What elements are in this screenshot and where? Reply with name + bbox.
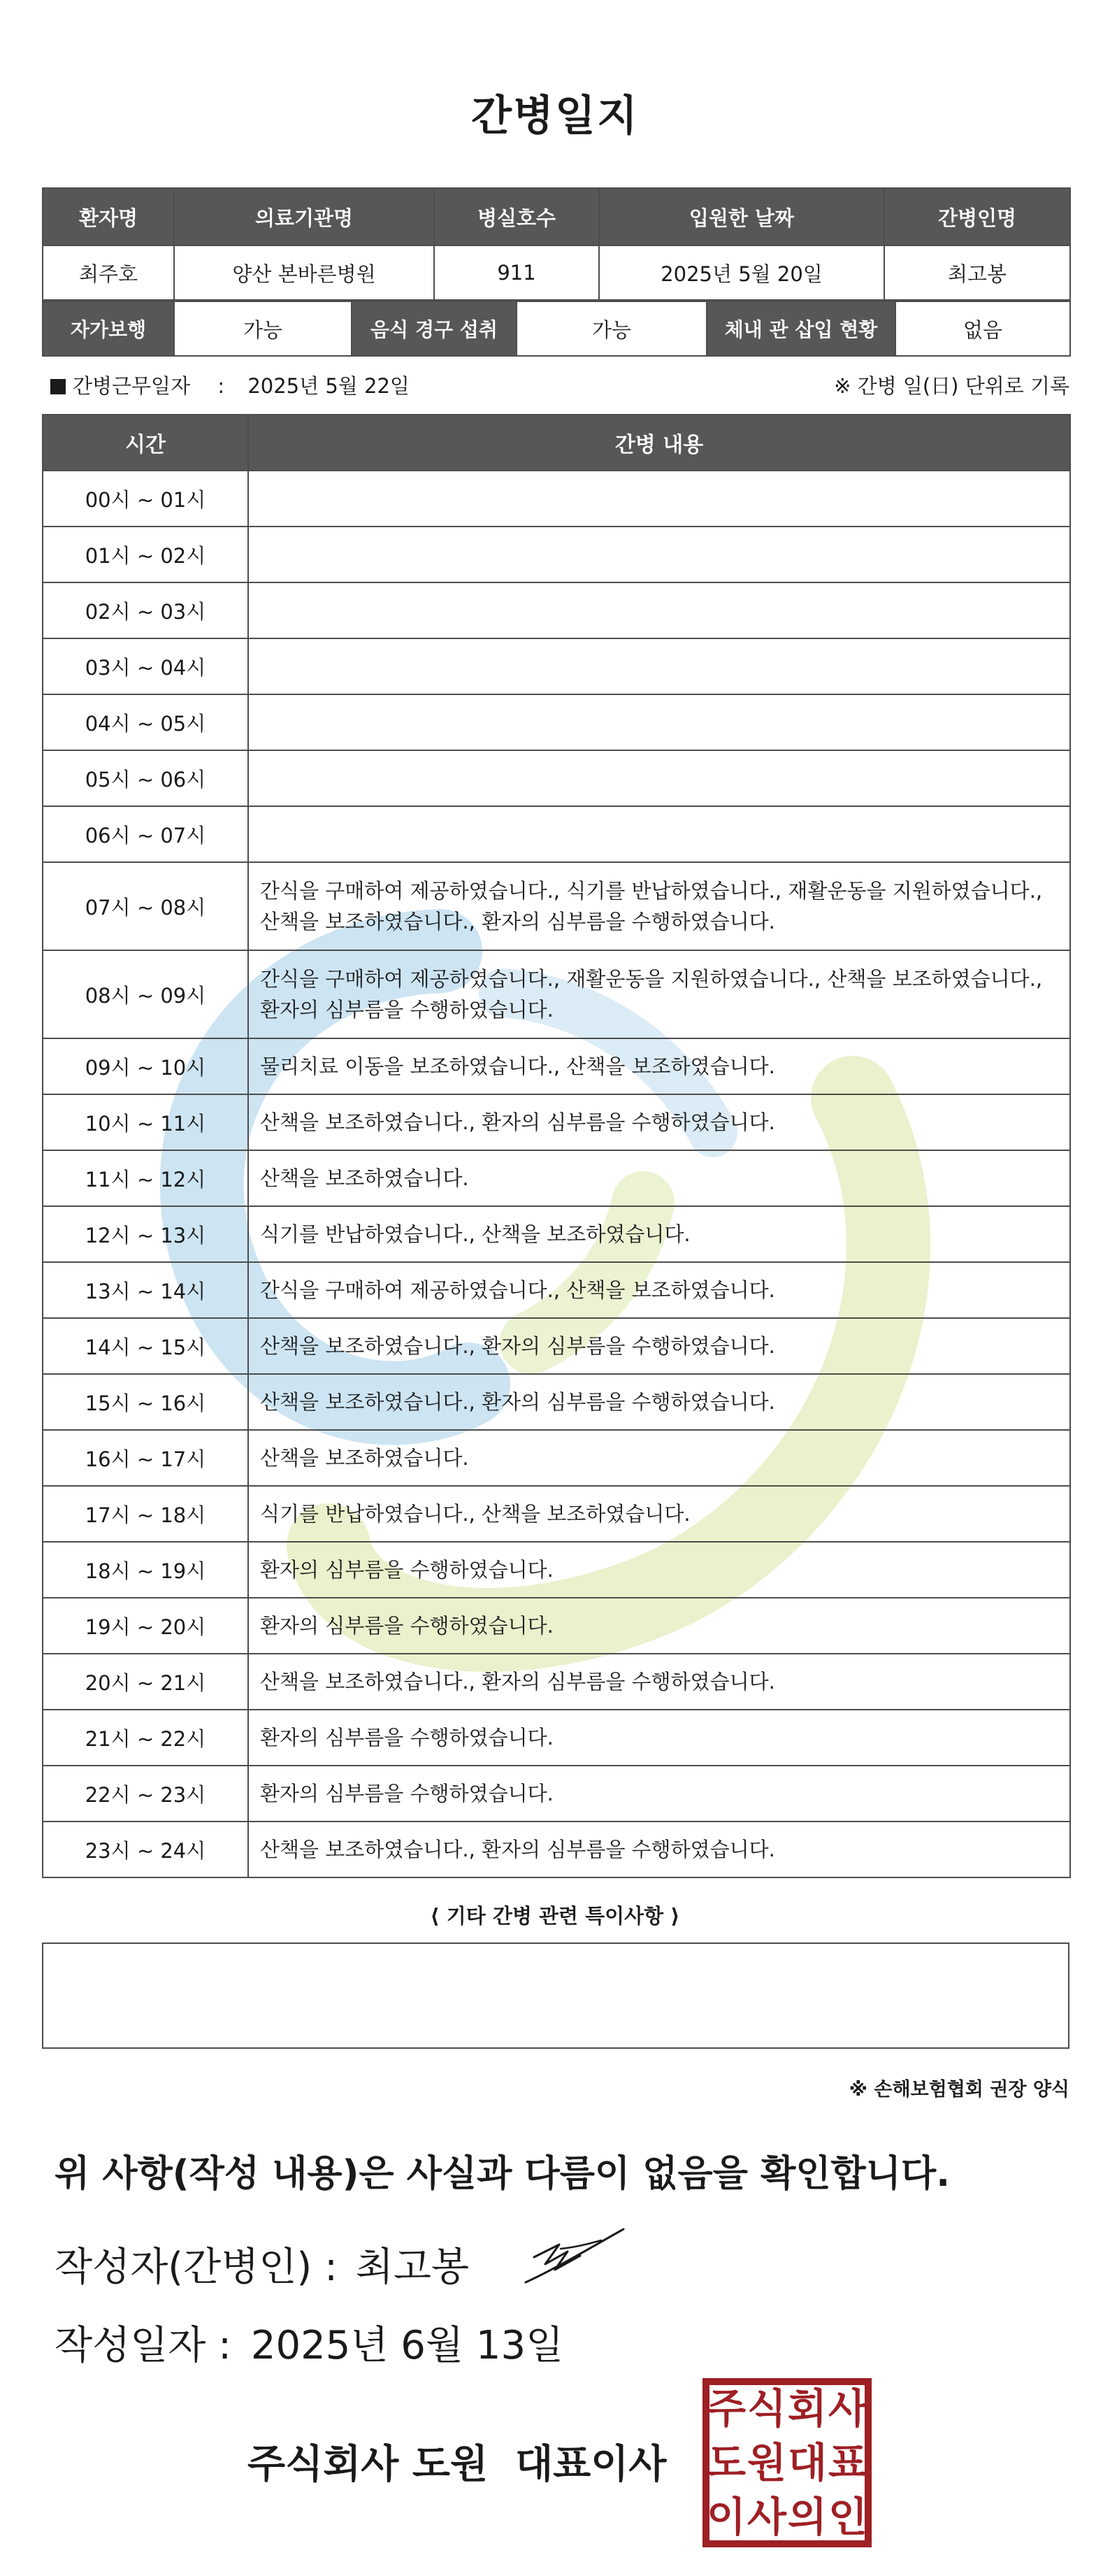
log-row bbox=[43, 582, 1070, 638]
care-date-value: 2025년 5월 22일 bbox=[247, 374, 410, 398]
seal-character: 사 bbox=[828, 2384, 868, 2433]
log-content: 산책을 보조하였습니다. bbox=[248, 1150, 1070, 1206]
log-row bbox=[43, 1094, 1070, 1150]
oral-intake-value: 가능 bbox=[517, 301, 707, 356]
care-date-label: 간병근무일자 bbox=[73, 374, 191, 398]
log-content: 산책을 보조하였습니다., 환자의 심부름을 수행하였습니다. bbox=[248, 1318, 1070, 1374]
log-row bbox=[43, 1262, 1070, 1318]
log-content: 산책을 보조하였습니다., 환자의 심부름을 수행하였습니다. bbox=[248, 1094, 1070, 1150]
log-time: 04시 ~ 05시 bbox=[43, 694, 248, 750]
log-time: 10시 ~ 11시 bbox=[43, 1094, 248, 1150]
caregiver-name: 최고봉 bbox=[884, 245, 1070, 300]
log-time: 19시 ~ 20시 bbox=[43, 1598, 248, 1654]
log-content: 환자의 심부름을 수행하였습니다. bbox=[248, 1766, 1070, 1822]
header-time: 시간 bbox=[43, 415, 248, 471]
log-row bbox=[43, 950, 1070, 1038]
admission-date: 2025년 5월 20일 bbox=[599, 245, 884, 300]
seal-character: 사 bbox=[747, 2493, 787, 2541]
log-content bbox=[248, 694, 1070, 750]
seal-character: 회 bbox=[787, 2384, 828, 2433]
log-row bbox=[43, 1822, 1070, 1877]
room-number: 911 bbox=[434, 245, 599, 300]
log-row bbox=[43, 527, 1070, 582]
header-care-content: 간병 내용 bbox=[248, 415, 1070, 471]
remarks-box bbox=[42, 1942, 1069, 2049]
seal-character: 대 bbox=[787, 2439, 828, 2486]
tube-insertion-value: 없음 bbox=[895, 301, 1070, 356]
log-row bbox=[43, 1038, 1070, 1094]
seal-character: 표 bbox=[828, 2439, 868, 2486]
patient-name: 최주호 bbox=[43, 245, 174, 300]
log-content: 간식을 구매하여 제공하였습니다., 산책을 보조하였습니다. bbox=[248, 1262, 1070, 1318]
log-row bbox=[43, 1542, 1070, 1598]
log-row bbox=[43, 1318, 1070, 1374]
log-row bbox=[43, 1654, 1070, 1710]
seal-character: 의 bbox=[787, 2493, 828, 2541]
log-time: 20시 ~ 21시 bbox=[43, 1654, 248, 1710]
log-time: 09시 ~ 10시 bbox=[43, 1038, 248, 1094]
log-content bbox=[248, 806, 1070, 862]
writer-name: 최고봉 bbox=[355, 2245, 470, 2290]
confirmation-statement: 위 사항(작성 내용)은 사실과 다름이 없음을 확인합니다. bbox=[55, 2153, 951, 2195]
care-date-line bbox=[50, 371, 410, 399]
log-row bbox=[43, 1598, 1070, 1654]
log-content: 간식을 구매하여 제공하였습니다., 재활운동을 지원하였습니다., 산책을 보조하였습니다., 환자의 심부름을 수행하였습니다. bbox=[248, 950, 1070, 1038]
log-content: 식기를 반납하였습니다., 산책을 보조하였습니다. bbox=[248, 1206, 1070, 1262]
log-row bbox=[43, 694, 1070, 750]
log-time: 07시 ~ 08시 bbox=[43, 862, 248, 950]
log-time: 17시 ~ 18시 bbox=[43, 1486, 248, 1542]
log-row bbox=[43, 1206, 1070, 1262]
header-caregiver-name: 간병인명 bbox=[884, 188, 1070, 245]
log-row bbox=[43, 1486, 1070, 1542]
log-time: 23시 ~ 24시 bbox=[43, 1822, 248, 1877]
log-time: 15시 ~ 16시 bbox=[43, 1374, 248, 1430]
seal-character: 이 bbox=[706, 2493, 747, 2541]
log-time: 08시 ~ 09시 bbox=[43, 950, 248, 1038]
square-bullet-icon bbox=[50, 379, 66, 394]
log-row bbox=[43, 806, 1070, 862]
self-walking-value: 가능 bbox=[174, 301, 352, 356]
log-row bbox=[43, 750, 1070, 806]
log-content bbox=[248, 638, 1070, 694]
header-patient-name: 환자명 bbox=[43, 188, 174, 245]
log-time: 22시 ~ 23시 bbox=[43, 1766, 248, 1822]
company-seal bbox=[702, 2377, 872, 2548]
log-row bbox=[43, 1150, 1070, 1206]
company-ceo: 주식회사 도원 대표이사 bbox=[247, 2442, 667, 2487]
document-title: 간병일지 bbox=[471, 92, 639, 141]
care-log-body bbox=[43, 471, 1070, 1877]
care-log-table bbox=[42, 414, 1071, 1878]
log-content bbox=[248, 750, 1070, 806]
seal-character: 주 bbox=[706, 2384, 747, 2433]
log-row bbox=[43, 1374, 1070, 1430]
write-date-line bbox=[55, 2314, 563, 2370]
log-time: 16시 ~ 17시 bbox=[43, 1430, 248, 1486]
log-content: 산책을 보조하였습니다., 환자의 심부름을 수행하였습니다. bbox=[248, 1822, 1070, 1877]
log-row bbox=[43, 862, 1070, 950]
form-note: ※ 손해보험협회 권장 양식 bbox=[849, 2079, 1069, 2101]
header-admission-date: 입원한 날짜 bbox=[599, 188, 884, 245]
log-time: 06시 ~ 07시 bbox=[43, 806, 248, 862]
seal-character: 원 bbox=[747, 2439, 787, 2486]
tube-insertion-label: 체내 관 삽입 현황 bbox=[707, 301, 895, 356]
seal-character: 인 bbox=[828, 2493, 868, 2541]
log-content bbox=[248, 582, 1070, 638]
log-row bbox=[43, 1430, 1070, 1486]
log-content bbox=[248, 527, 1070, 582]
log-time: 18시 ~ 19시 bbox=[43, 1542, 248, 1598]
header-hospital-name: 의료기관명 bbox=[174, 188, 434, 245]
log-time: 00시 ~ 01시 bbox=[43, 471, 248, 527]
log-row bbox=[43, 471, 1070, 527]
signature bbox=[519, 2221, 630, 2291]
log-row bbox=[43, 638, 1070, 694]
header-room-number: 병실호수 bbox=[434, 188, 599, 245]
writer-line bbox=[55, 2236, 469, 2292]
log-content: 간식을 구매하여 제공하였습니다., 식기를 반납하였습니다., 재활운동을 지원하였습니다., 산책을 보조하였습니다., 환자의 심부름을 수행하였습니다. bbox=[248, 862, 1070, 950]
log-content: 식기를 반납하였습니다., 산책을 보조하였습니다. bbox=[248, 1486, 1070, 1542]
care-date-separator: : bbox=[217, 374, 225, 398]
log-time: 21시 ~ 22시 bbox=[43, 1710, 248, 1766]
writer-label: 작성자(간병인) : bbox=[55, 2245, 338, 2290]
log-row bbox=[43, 1710, 1070, 1766]
log-content: 산책을 보조하였습니다., 환자의 심부름을 수행하였습니다. bbox=[248, 1654, 1070, 1710]
seal-character: 식 bbox=[747, 2384, 787, 2433]
write-date-label: 작성일자 : bbox=[55, 2323, 232, 2368]
log-time: 13시 ~ 14시 bbox=[43, 1262, 248, 1318]
log-content: 산책을 보조하였습니다., 환자의 심부름을 수행하였습니다. bbox=[248, 1374, 1070, 1430]
log-time: 12시 ~ 13시 bbox=[43, 1206, 248, 1262]
log-content: 환자의 심부름을 수행하였습니다. bbox=[248, 1710, 1070, 1766]
log-content: 환자의 심부름을 수행하였습니다. bbox=[248, 1598, 1070, 1654]
patient-status-table bbox=[42, 301, 1071, 357]
log-time: 01시 ~ 02시 bbox=[43, 527, 248, 582]
oral-intake-label: 음식 경구 섭취 bbox=[352, 301, 517, 356]
log-content: 물리치료 이동을 보조하였습니다., 산책을 보조하였습니다. bbox=[248, 1038, 1070, 1094]
log-row bbox=[43, 1766, 1070, 1822]
log-time: 03시 ~ 04시 bbox=[43, 638, 248, 694]
seal-character: 도 bbox=[706, 2439, 747, 2486]
log-time: 11시 ~ 12시 bbox=[43, 1150, 248, 1206]
write-date-value: 2025년 6월 13일 bbox=[250, 2323, 564, 2368]
hospital-name: 양산 본바른병원 bbox=[174, 245, 434, 300]
remarks-title: ⟨ 기타 간병 관련 특이사항 ⟩ bbox=[430, 1904, 680, 1928]
log-content: 산책을 보조하였습니다. bbox=[248, 1430, 1070, 1486]
log-time: 14시 ~ 15시 bbox=[43, 1318, 248, 1374]
log-time: 05시 ~ 06시 bbox=[43, 750, 248, 806]
log-content bbox=[248, 471, 1070, 527]
log-time: 02시 ~ 03시 bbox=[43, 582, 248, 638]
unit-note: ※ 간병 일(日) 단위로 기록 bbox=[834, 374, 1069, 398]
patient-info-table bbox=[42, 187, 1071, 301]
self-walking-label: 자가보행 bbox=[43, 301, 174, 356]
log-content: 환자의 심부름을 수행하였습니다. bbox=[248, 1542, 1070, 1598]
